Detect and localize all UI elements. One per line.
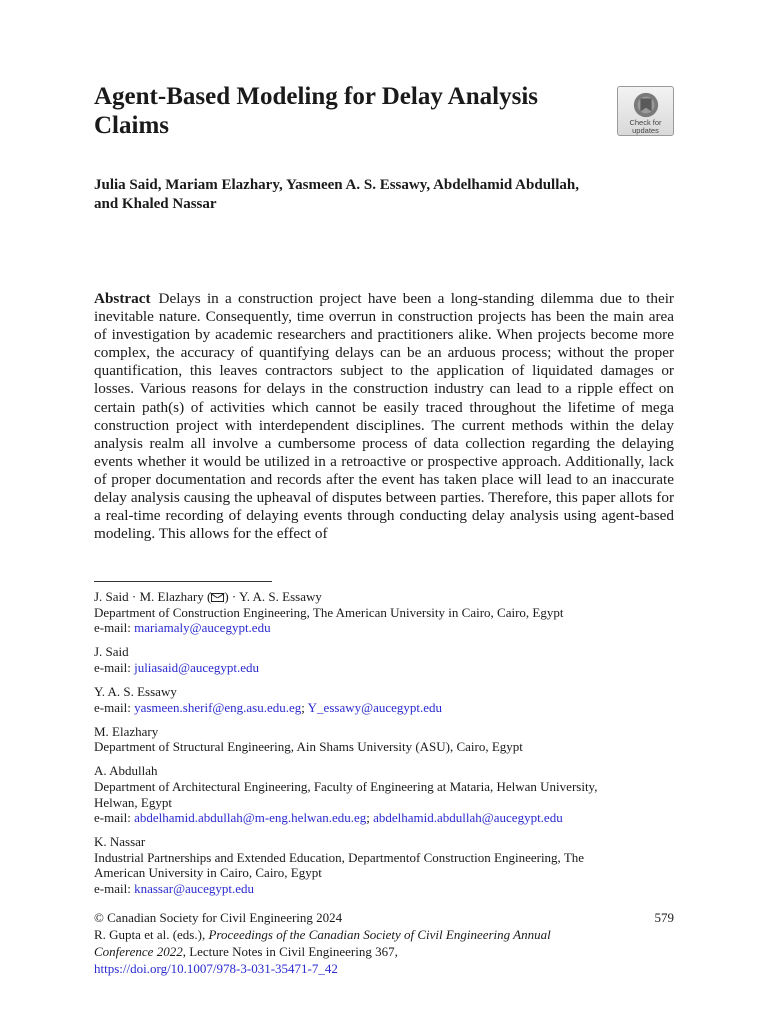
proceedings-citation: R. Gupta et al. (eds.), Proceedings of the Canadian Society of Civil Engineering Annual bbox=[94, 927, 551, 942]
publication-footer bbox=[94, 909, 674, 977]
affiliation-department: Department of Structural Engineering, Ain Shams University (ASU), Cairo, Egypt bbox=[94, 739, 523, 755]
abstract bbox=[94, 290, 674, 543]
email-link[interactable]: knassar@aucegypt.edu bbox=[134, 881, 254, 896]
email-link[interactable]: abdelhamid.abdullah@aucegypt.edu bbox=[373, 810, 563, 826]
affiliations bbox=[94, 589, 674, 905]
affiliation-email-line: e-mail: mariamaly@aucegypt.edu bbox=[94, 620, 271, 636]
footnote-divider bbox=[94, 581, 272, 582]
abstract-heading: Abstract bbox=[94, 290, 151, 307]
author-list bbox=[94, 176, 674, 214]
abstract-text: Delays in a construction project have been a long-standing dilemma due to their inevitable nature. Consequently, time overrun in construction projects has been the main area of investigation by academic researchers and practitioners alike. When projects become more complex, the accuracy of quantifying delays can be an arduous process; without the proper quantification, this leaves contractors subject to the application of liquidated damages or losses. Various reasons for delays in the construction industry can lead to a ripple effect on certain path(s) of activities which cannot be easily traced throughout the lifetime of mega construction project with interdependent disciplines. The current methods within the delay analysis realm all involve a cumbersome process of data collection regarding the delaying events whether it would be utilized in a retroactive or prospective approach. Additionally, lack of proper documentation and records after the event has taken place will lead to an inaccurate delay analysis causing the upheaval of disputes between parties. Therefore, this paper allots for a real-time recording of delaying events through conducting delay analysis using agent-based modeling. This allows for the effect of bbox=[94, 290, 674, 543]
email-link[interactable]: abdelhamid.abdullah@m-eng.helwan.edu.eg bbox=[134, 810, 367, 826]
copyright-notice: © Canadian Society for Civil Engineering 2024 bbox=[94, 910, 343, 925]
page-number: 579 bbox=[654, 910, 674, 925]
affiliation-block bbox=[94, 589, 674, 636]
affiliation-name: Y. A. S. Essawy bbox=[94, 683, 177, 699]
doi-link[interactable]: https://doi.org/10.1007/978-3-031-35471-7_42 bbox=[94, 961, 338, 976]
check-for-updates-label: Check for updates bbox=[629, 118, 662, 135]
email-link[interactable]: juliasaid@aucegypt.edu bbox=[134, 659, 260, 675]
authors-line-1: Julia Said, Mariam Elazhary, Yasmeen A. S. Essawy, Abdelhamid Abdullah, bbox=[94, 177, 579, 193]
affiliation-department: Helwan, Egypt bbox=[94, 794, 172, 810]
affiliation-block bbox=[94, 763, 674, 825]
affiliation-department: Industrial Partnerships and Extended Education, Departmentof Construction Engineering, The bbox=[94, 849, 585, 865]
paper-title: Agent-Based Modeling for Delay Analysis Claims bbox=[94, 83, 538, 139]
envelope-icon[interactable] bbox=[211, 593, 224, 602]
affiliation-name: M. Elazhary bbox=[94, 723, 159, 739]
affiliation-names: J. Said · M. Elazhary ( ) · Y. A. S. Essawy bbox=[94, 589, 322, 604]
affiliation-name: A. Abdullah bbox=[94, 763, 158, 779]
affiliation-department: Department of Construction Engineering, The American University in Cairo, Cairo, Egypt bbox=[94, 604, 564, 620]
proceedings-citation-cont: Conference 2022, Lecture Notes in Civil Engineering 367, bbox=[94, 944, 398, 959]
check-for-updates-badge[interactable] bbox=[617, 86, 674, 136]
email-link[interactable]: yasmeen.sherif@eng.asu.edu.eg bbox=[134, 699, 302, 715]
email-link[interactable]: mariamaly@aucegypt.edu bbox=[134, 620, 271, 636]
affiliation-department: Department of Architectural Engineering, Faculty of Engineering at Mataria, Helwan University, bbox=[94, 778, 598, 794]
affiliation-name: J. Said bbox=[94, 644, 129, 660]
authors-line-2: and Khaled Nassar bbox=[94, 196, 217, 212]
affiliation-department: American University in Cairo, Cairo, Egypt bbox=[94, 865, 322, 881]
affiliation-block bbox=[94, 724, 674, 755]
email-link[interactable]: Y_essawy@aucegypt.edu bbox=[307, 699, 443, 715]
affiliation-block bbox=[94, 644, 674, 675]
check-for-updates-icon bbox=[631, 91, 661, 119]
affiliation-email-line: e-mail: knassar@aucegypt.edu bbox=[94, 881, 254, 896]
affiliation-email-line: e-mail: juliasaid@aucegypt.edu bbox=[94, 659, 260, 675]
affiliation-name: K. Nassar bbox=[94, 834, 146, 850]
affiliation-email-line: e-mail: yasmeen.sherif@eng.asu.edu.eg; Y_essawy@aucegypt.edu bbox=[94, 699, 443, 715]
affiliation-block bbox=[94, 834, 674, 896]
footer-copyright-row bbox=[94, 909, 674, 926]
affiliation-email-line: e-mail: abdelhamid.abdullah@m-eng.helwan.edu.eg; abdelhamid.abdullah@aucegypt.edu bbox=[94, 810, 563, 826]
affiliation-block bbox=[94, 684, 674, 715]
